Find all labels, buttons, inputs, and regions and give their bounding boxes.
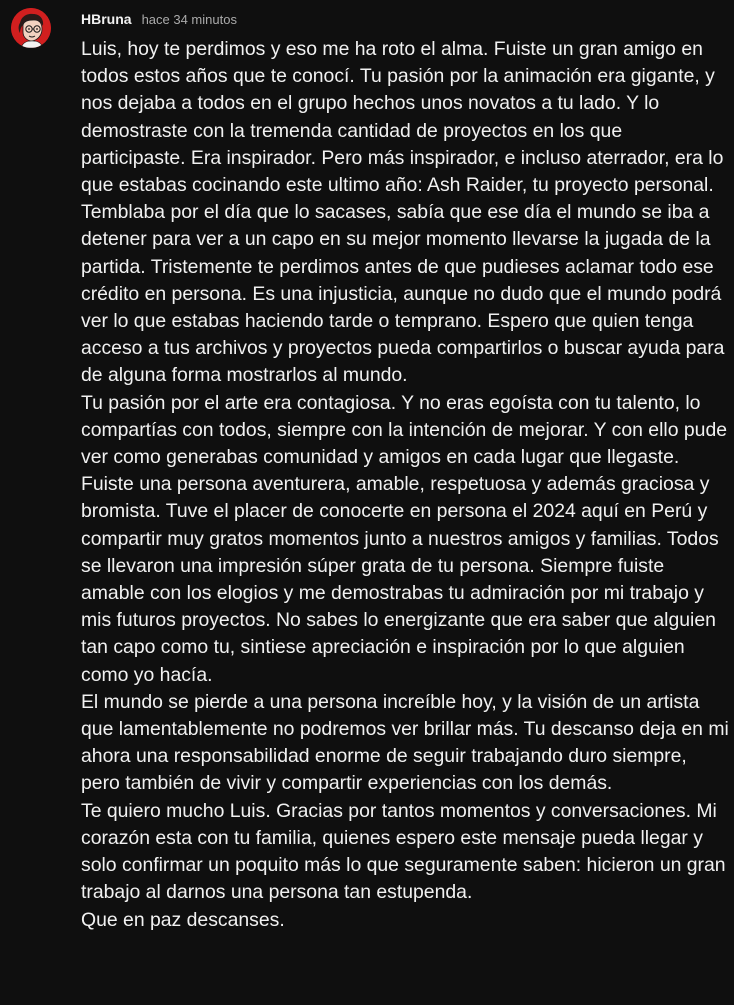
comment-timestamp[interactable]: hace 34 minutos bbox=[141, 11, 237, 27]
comment-paragraph: Fuiste una persona aventurera, amable, respetuosa y además graciosa y bromista. Tuve el placer de conocerte en persona el 2024 aquí en Perú y compartir muy gratos momentos junto a nuestros amigos y familias. Todos se llevaron una impresión súper grata de tu persona. Siempre fuiste amable con los elogios y me demostrabas tu admiración por mi trabajo y mis futuros proyectos. No sabes lo energizante que era saber que alguien tan capo como tu, sintiese apreciación e inspiración por lo que alguien como yo hacía. bbox=[81, 473, 719, 686]
comment-header bbox=[81, 8, 237, 30]
comment-paragraph: Luis, hoy te perdimos y eso me ha roto el alma. Fuiste un gran amigo en todos estos años que te conocí. Tu pasión por la animación era gigante, y nos dejaba a todos en el grupo hechos unos novatos a tu lado. Y lo demostraste con la tremenda cantidad de proyectos en los que participaste. Era inspirador. Pero más inspirador, e incluso aterrador, era lo que estabas cocinando este ultimo año: Ash Raider, tu proyecto personal. Temblaba por el día que lo sacases, sabía que ese día el mundo se iba a detener para ver a un capo en su mejor momento llevarse la jugada de la partida. Tristemente te perdimos antes de que pudieses aclamar todo ese crédito en persona. Es una injusticia, aunque no dudo que el mundo podrá ver lo que estabas haciendo tarde o temprano. Espero que quien tenga acceso a tus archivos y proyectos pueda compartirlos o buscar ayuda para de alguna forma mostrarlos al mundo. bbox=[81, 38, 725, 387]
avatar[interactable] bbox=[11, 8, 51, 48]
author-name[interactable]: HBruna bbox=[81, 11, 132, 27]
comment-body bbox=[81, 36, 729, 934]
comment-paragraph: Tu pasión por el arte era contagiosa. Y no eras egoísta con tu talento, lo compartías con todos, siempre con la intención de mejorar. Y con ello pude ver como generabas comunidad y amigos en cada lugar que llegaste. bbox=[81, 391, 728, 469]
comment-paragraph: Te quiero mucho Luis. Gracias por tantos momentos y conversaciones. Mi corazón esta con tu familia, quienes espero este mensaje pueda llegar y solo confirmar un poquito más lo que seguramente saben: hicieron un gran trabajo al darnos una persona tan estupenda. bbox=[81, 799, 726, 904]
comment-paragraph: Que en paz descanses. bbox=[81, 908, 285, 931]
comment-paragraph: El mundo se pierde a una persona increíble hoy, y la visión de un artista que lamentablemente no podremos ver brillar más. Tu descanso deja en mi ahora una responsabilidad enorme de seguir trabajando duro siempre, pero también de vivir y compartir experiencias con los demás. bbox=[81, 690, 729, 795]
cartoon-avatar-icon bbox=[11, 8, 51, 48]
